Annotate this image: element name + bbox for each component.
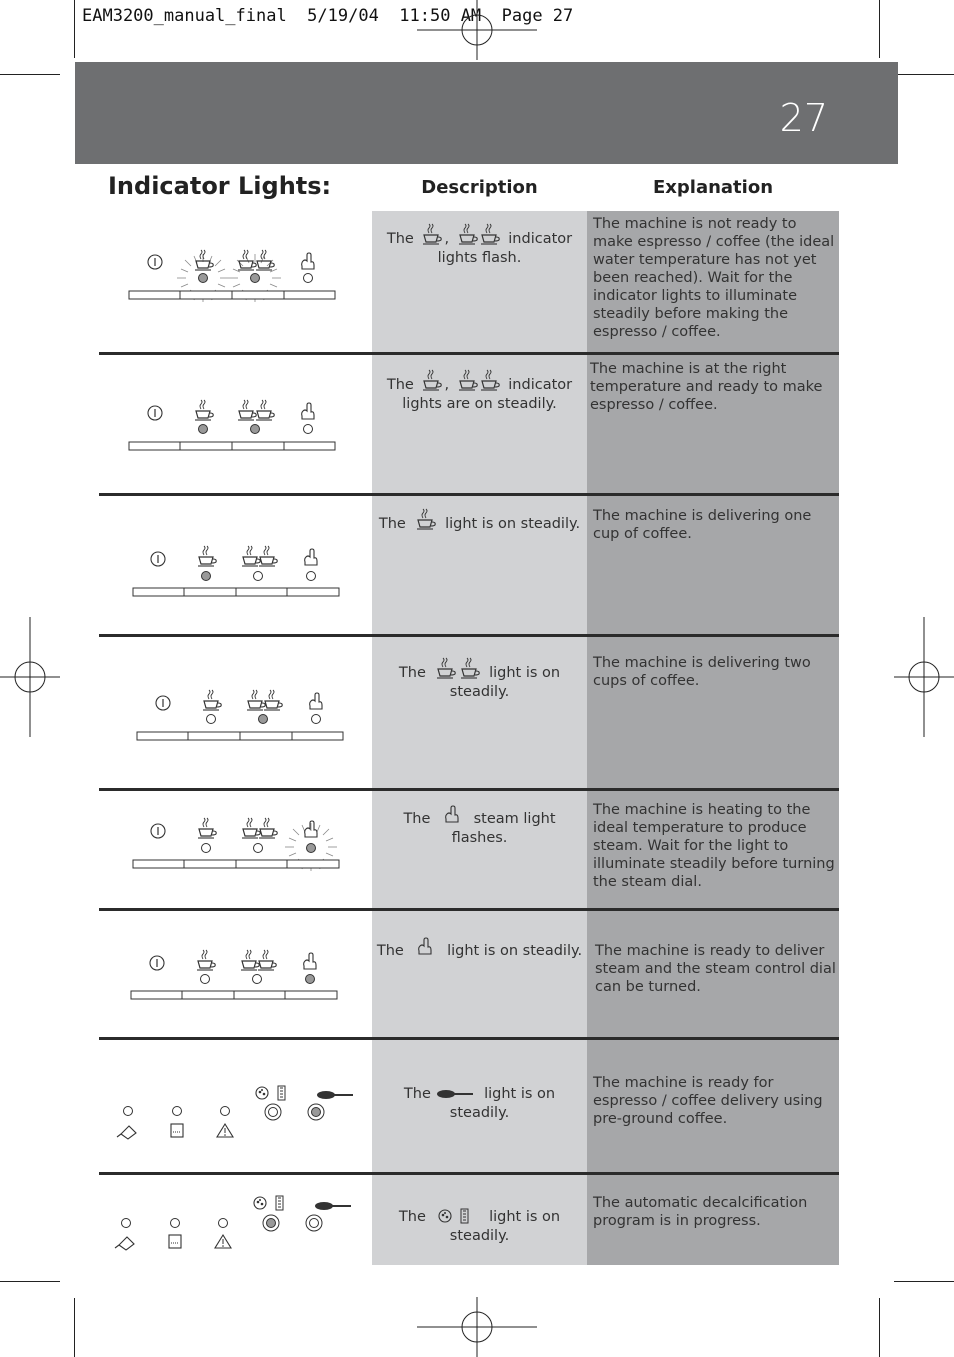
crop-mark <box>894 1281 954 1282</box>
control-panel-illustration <box>99 496 372 634</box>
desc-text: steam light <box>473 811 556 827</box>
desc-text: steadily. <box>449 684 510 700</box>
one-cup-icon <box>418 369 444 395</box>
row-explanation: The machine is heating to the ideal temperature to produce steam. Wait for the light to illuminate steadily before turning the steam dial. <box>593 802 835 890</box>
crop-mark <box>879 1298 880 1357</box>
decalcification-icon <box>430 1205 484 1227</box>
desc-text: light is on <box>489 1209 561 1225</box>
crop-mark <box>74 1298 75 1357</box>
indicator-row-6 <box>0 911 954 1037</box>
page-title: Indicator Lights: <box>108 172 332 200</box>
desc-text: indicator <box>508 231 573 247</box>
desc-text: lights flash. <box>437 250 522 266</box>
desc-text: indicator <box>508 377 573 393</box>
desc-text: light is on steadily. <box>445 516 581 532</box>
desc-text: lights are on steadily. <box>402 396 557 412</box>
indicator-row-1 <box>0 211 954 352</box>
control-panel-illustration <box>99 1175 372 1265</box>
indicator-row-4 <box>0 637 954 788</box>
desc-text: The <box>386 377 414 393</box>
desc-text: flashes. <box>451 830 508 846</box>
row-explanation: The machine is ready to deliver steam and the steam control dial can be turned. <box>595 943 836 995</box>
desc-text: The <box>403 811 431 827</box>
row-description <box>374 1084 585 1122</box>
control-panel-illustration <box>99 911 372 1037</box>
crop-mark <box>879 0 880 58</box>
control-panel-illustration <box>99 355 372 493</box>
row-explanation: The machine is ready for espresso / coffee delivery using pre-ground coffee. <box>593 1075 823 1127</box>
crop-mark <box>0 1281 60 1282</box>
row-description <box>374 935 585 961</box>
desc-text: The <box>398 1209 426 1225</box>
spoon-icon <box>435 1084 479 1104</box>
control-panel-illustration <box>99 637 372 788</box>
row-description <box>374 508 585 534</box>
page-banner <box>75 62 898 164</box>
registration-mark-icon <box>417 0 537 60</box>
row-explanation: The machine is delivering two cups of coffee. <box>593 655 811 689</box>
desc-text: , <box>444 231 450 247</box>
crop-mark <box>0 74 60 75</box>
desc-text: light is on steadily. <box>447 943 583 959</box>
registration-mark-icon <box>417 1297 537 1357</box>
explanation-column-header: Explanation <box>652 177 774 198</box>
indicator-row-5 <box>0 791 954 908</box>
indicator-row-3 <box>0 496 954 634</box>
control-panel-illustration <box>99 1040 372 1172</box>
control-panel-illustration <box>99 211 372 352</box>
desc-text: light is on <box>484 1086 556 1102</box>
one-cup-icon <box>418 223 444 249</box>
row-description <box>374 657 585 701</box>
desc-text: steadily. <box>449 1228 510 1244</box>
row-description <box>374 803 585 847</box>
steam-icon <box>435 803 469 829</box>
row-explanation: The machine is not ready to make espresso / coffee (the ideal water temperature has not yet been reached). Wait for the indicator lights to illuminate steadily before making the espresso / coffee. <box>593 216 835 340</box>
desc-text: light is on <box>489 665 561 681</box>
row-explanation: The machine is delivering one cup of coffee. <box>593 508 812 542</box>
two-cups-icon <box>430 657 484 683</box>
description-column-header: Description <box>421 177 538 198</box>
row-explanation: The automatic decalcification program is in progress. <box>593 1195 808 1229</box>
indicator-row-8 <box>0 1175 954 1265</box>
desc-text: The <box>398 665 426 681</box>
page-number: 27 <box>779 96 828 140</box>
row-explanation: The machine is at the right temperature and ready to make espresso / coffee. <box>590 361 823 413</box>
crop-mark <box>74 0 75 58</box>
desc-text: steadily. <box>449 1105 510 1121</box>
desc-text: The <box>378 516 406 532</box>
indicator-row-2 <box>0 355 954 493</box>
print-slug: EAM3200_manual_final 5/19/04 11:50 AM Page 27 <box>82 6 574 26</box>
row-description <box>374 369 585 413</box>
two-cups-icon <box>454 369 504 395</box>
two-cups-icon <box>454 223 504 249</box>
desc-text: , <box>444 377 450 393</box>
one-cup-icon <box>410 508 440 534</box>
row-description <box>374 1205 585 1245</box>
desc-text: The <box>386 231 414 247</box>
control-panel-illustration <box>99 791 372 908</box>
crop-mark <box>894 74 954 75</box>
steam-icon <box>408 935 442 961</box>
row-description <box>374 223 585 267</box>
indicator-row-7 <box>0 1040 954 1172</box>
desc-text: The <box>403 1086 431 1102</box>
desc-text: The <box>376 943 404 959</box>
